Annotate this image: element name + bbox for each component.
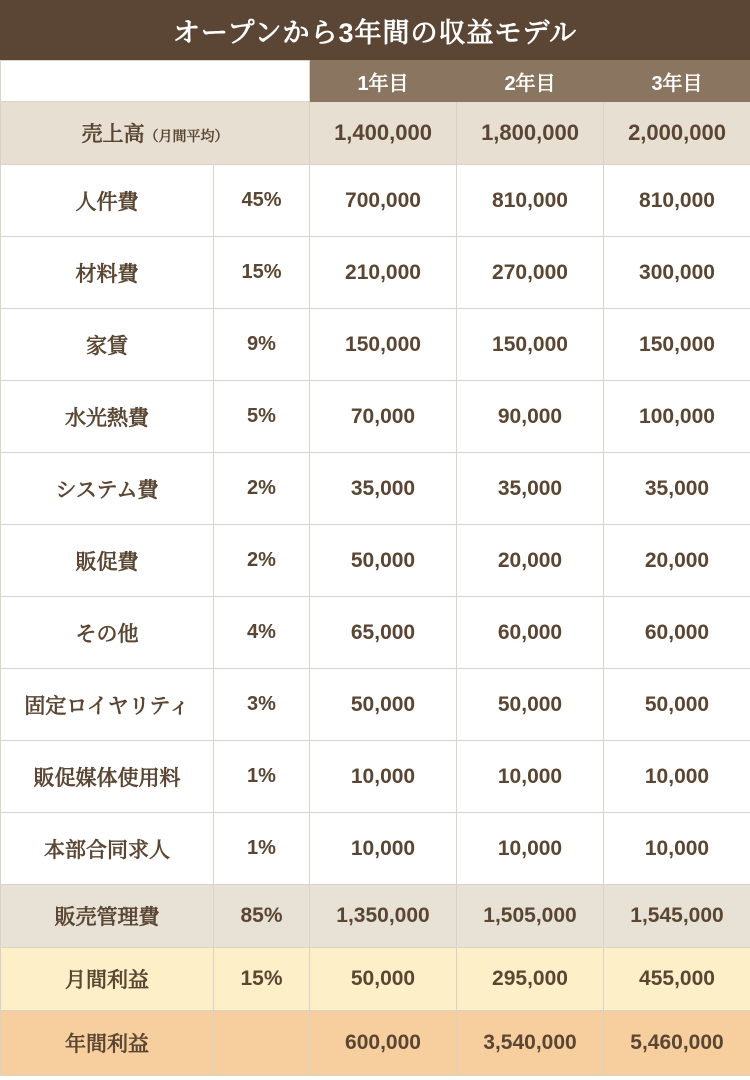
cell-year3: 20,000 (604, 525, 750, 597)
cell-percent: 85% (214, 885, 310, 948)
cell-percent (214, 1011, 310, 1076)
cell-year3: 150,000 (604, 309, 750, 381)
page-title: オープンから3年間の収益モデル (0, 0, 750, 60)
revenue-model-table (0, 60, 750, 1076)
row-label: 販促媒体使用料 (1, 741, 214, 813)
cell-year3: 2,000,000 (604, 102, 750, 165)
table-row (1, 741, 750, 813)
cell-year2: 10,000 (457, 813, 604, 885)
cell-year1: 65,000 (310, 597, 457, 669)
table-row (1, 597, 750, 669)
cell-percent: 15% (214, 237, 310, 309)
header-blank (1, 61, 310, 102)
cell-year3: 1,545,000 (604, 885, 750, 948)
cell-year1: 10,000 (310, 741, 457, 813)
cell-year1: 35,000 (310, 453, 457, 525)
cell-percent: 1% (214, 741, 310, 813)
header-year1: 1年目 (310, 61, 457, 102)
table-row (1, 237, 750, 309)
cell-year2: 270,000 (457, 237, 604, 309)
cell-year2: 10,000 (457, 741, 604, 813)
row-label-text: 売上高 (81, 123, 145, 146)
cell-year3: 10,000 (604, 741, 750, 813)
row-label: 材料費 (1, 237, 214, 309)
table-row (1, 669, 750, 741)
cell-year1: 1,400,000 (310, 102, 457, 165)
cell-year1: 150,000 (310, 309, 457, 381)
cell-percent: 2% (214, 453, 310, 525)
cell-year2: 150,000 (457, 309, 604, 381)
cell-year1: 70,000 (310, 381, 457, 453)
cell-year2: 20,000 (457, 525, 604, 597)
table-row (1, 381, 750, 453)
table-row (1, 813, 750, 885)
cell-percent: 3% (214, 669, 310, 741)
cell-year1: 700,000 (310, 165, 457, 237)
cell-percent: 2% (214, 525, 310, 597)
cell-percent: 1% (214, 813, 310, 885)
cell-year2: 60,000 (457, 597, 604, 669)
table-row-yearly-profit (1, 1011, 750, 1076)
cell-year3: 35,000 (604, 453, 750, 525)
table-row (1, 102, 750, 165)
cell-year2: 3,540,000 (457, 1011, 604, 1076)
cell-year1: 1,350,000 (310, 885, 457, 948)
cell-year2: 50,000 (457, 669, 604, 741)
cell-year3: 300,000 (604, 237, 750, 309)
cell-percent: 9% (214, 309, 310, 381)
cell-year3: 5,460,000 (604, 1011, 750, 1076)
cell-year1: 10,000 (310, 813, 457, 885)
cell-year3: 10,000 (604, 813, 750, 885)
row-label-sales (1, 102, 310, 165)
cell-year2: 810,000 (457, 165, 604, 237)
table-header-row (1, 61, 750, 102)
cell-year2: 295,000 (457, 948, 604, 1011)
row-label: 人件費 (1, 165, 214, 237)
cell-percent: 15% (214, 948, 310, 1011)
row-label-subtext: （月間平均） (144, 128, 229, 144)
row-label: 販売管理費 (1, 885, 214, 948)
table-row-monthly-profit (1, 948, 750, 1011)
cell-percent: 4% (214, 597, 310, 669)
row-label: 固定ロイヤリティ (1, 669, 214, 741)
header-year3: 3年目 (604, 61, 750, 102)
table-row (1, 165, 750, 237)
table-row (1, 453, 750, 525)
table-body (1, 102, 750, 1076)
row-label: 家賃 (1, 309, 214, 381)
cell-year3: 810,000 (604, 165, 750, 237)
table-row (1, 525, 750, 597)
table-row-subtotal (1, 885, 750, 948)
row-label: 販促費 (1, 525, 214, 597)
header-year2: 2年目 (457, 61, 604, 102)
cell-year2: 1,505,000 (457, 885, 604, 948)
cell-year1: 50,000 (310, 948, 457, 1011)
cell-percent: 45% (214, 165, 310, 237)
cell-year3: 100,000 (604, 381, 750, 453)
cell-year2: 35,000 (457, 453, 604, 525)
cell-year3: 455,000 (604, 948, 750, 1011)
cell-year3: 60,000 (604, 597, 750, 669)
row-label: 本部合同求人 (1, 813, 214, 885)
cell-percent: 5% (214, 381, 310, 453)
cell-year2: 1,800,000 (457, 102, 604, 165)
cell-year1: 50,000 (310, 525, 457, 597)
cell-year1: 210,000 (310, 237, 457, 309)
cell-year3: 50,000 (604, 669, 750, 741)
table-row (1, 309, 750, 381)
cell-year1: 50,000 (310, 669, 457, 741)
cell-year1: 600,000 (310, 1011, 457, 1076)
row-label: 月間利益 (1, 948, 214, 1011)
row-label: 水光熱費 (1, 381, 214, 453)
cell-year2: 90,000 (457, 381, 604, 453)
row-label: 年間利益 (1, 1011, 214, 1076)
row-label: その他 (1, 597, 214, 669)
row-label: システム費 (1, 453, 214, 525)
